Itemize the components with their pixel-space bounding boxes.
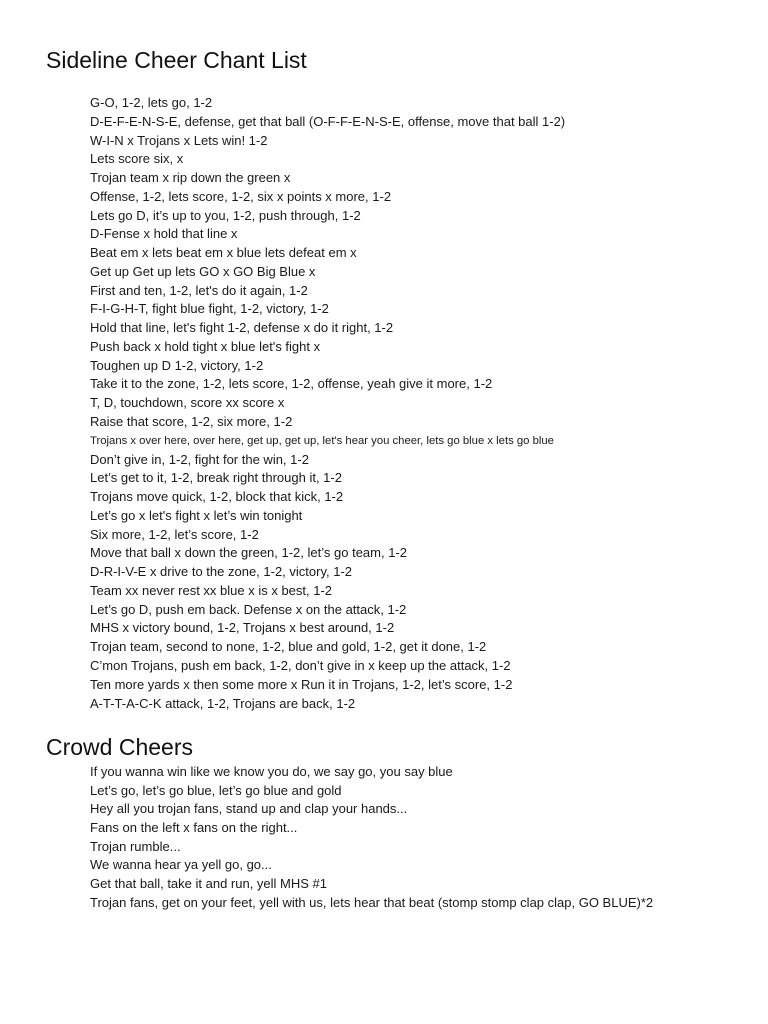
list-item-text: Move that ball x down the green, 1-2, let’s go team, 1-2 [90,545,407,561]
list-item-text: A-T-T-A-C-K attack, 1-2, Trojans are back, 1-2 [90,695,356,711]
list-item-text: Trojan team x rip down the green x [90,170,291,186]
list-item-text: Trojans x over here, over here, get up, get up, let's hear you cheer, lets go blue x lets go blue [90,434,554,447]
list-item-text: Hold that line, let's fight 1-2, defense x do it right, 1-2 [90,320,394,336]
list-item-text: Take it to the zone, 1-2, lets score, 1-2, offense, yeah give it more, 1-2 [90,376,493,392]
list-item-text: Don’t give in, 1-2, fight for the win, 1-2 [90,451,309,467]
list-item-text: Hey all you trojan fans, stand up and clap your hands... [90,801,408,817]
list-item-text: If you wanna win like we know you do, we say go, you say blue [90,764,453,779]
list-item-text: Fans on the left x fans on the right... [90,820,298,836]
list-item-text: Six more, 1-2, let’s score, 1-2 [90,526,259,542]
list-item-text: C’mon Trojans, push em back, 1-2, don’t give in x keep up the attack, 1-2 [90,657,511,673]
list-item-text: Let’s get to it, 1-2, break right through it, 1-2 [90,470,342,486]
list-item-text: Lets score six, x [90,151,184,167]
list-item-text: F-I-G-H-T, fight blue fight, 1-2, victory, 1-2 [90,301,329,317]
list-item-text: G-O, 1-2, lets go, 1-2 [90,95,213,110]
list-item-text: Team xx never rest xx blue x is x best, 1-2 [90,582,333,598]
list-item-text: Trojan fans, get on your feet, yell with us, lets hear that beat (stomp stomp clap clap, GO BLUE)*2 [90,894,654,910]
list-item-text: Trojan team, second to none, 1-2, blue and gold, 1-2, get it done, 1-2 [90,639,487,655]
list-item-text: Ten more yards x then some more x Run it in Trojans, 1-2, let’s score, 1-2 [90,676,513,692]
list-item-text: D-E-F-E-N-S-E, defense, get that ball (O-F-F-E-N-S-E, offense, move that ball 1-2) [90,113,566,129]
list-item-text: Beat em x lets beat em x blue lets defeat em x [90,245,357,261]
list-item-text: We wanna hear ya yell go, go... [90,857,272,873]
list-item-text: D-R-I-V-E x drive to the zone, 1-2, victory, 1-2 [90,564,353,580]
section-title-sideline-chants: Sideline Cheer Chant List [46,47,307,73]
list-item-text: W-I-N x Trojans x Lets win! 1-2 [90,132,268,148]
list-item-text: Push back x hold tight x blue let's fight x [90,338,321,354]
section-title-crowd-cheers: Crowd Cheers [46,734,193,760]
list-item-text: T, D, touchdown, score xx score x [90,395,285,411]
list-item-text: Get that ball, take it and run, yell MHS #1 [90,876,328,892]
list-item-text: Raise that score, 1-2, six more, 1-2 [90,414,293,430]
list-item-text: D-Fense x hold that line x [90,226,238,242]
list-item-text: Toughen up D 1-2, victory, 1-2 [90,357,264,373]
list-item-text: Trojan rumble... [90,838,181,854]
list-item-text: MHS x victory bound, 1-2, Trojans x best around, 1-2 [90,620,395,636]
list-item-text: Trojans move quick, 1-2, block that kick, 1-2 [90,489,344,505]
list-item-text: Lets go D, it’s up to you, 1-2, push through, 1-2 [90,207,361,223]
list-item-text: Get up Get up lets GO x GO Big Blue x [90,263,316,279]
list-item-text: First and ten, 1-2, let's do it again, 1-2 [90,282,308,298]
list-item-text: Let’s go, let’s go blue, let’s go blue and gold [90,782,342,798]
list-item-text: Let’s go D, push em back. Defense x on the attack, 1-2 [90,601,407,617]
list-item-text: Offense, 1-2, lets score, 1-2, six x points x more, 1-2 [90,188,392,204]
list-item-text: Let’s go x let's fight x let’s win tonight [90,507,303,523]
